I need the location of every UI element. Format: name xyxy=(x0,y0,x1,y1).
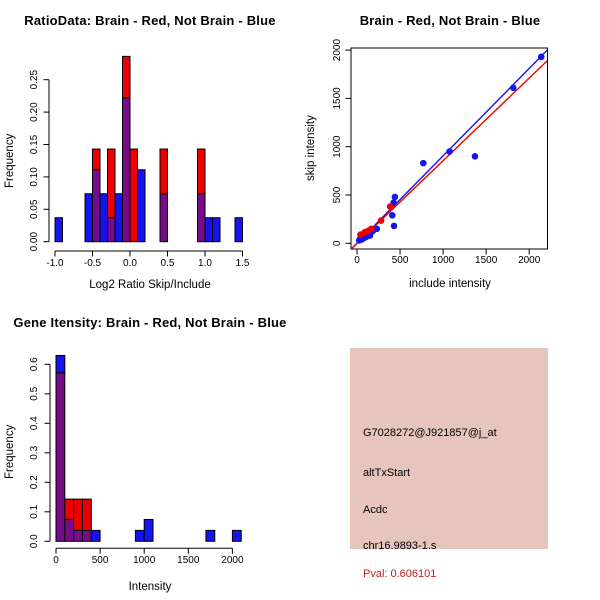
scatter-point-not_brain xyxy=(510,84,517,91)
y-tick-label: 0.0 xyxy=(29,534,40,549)
hist-bar-segment xyxy=(108,218,116,242)
x-tick-label: 0 xyxy=(354,255,360,266)
hist-bar-segment xyxy=(213,218,221,242)
x-tick-label: 2000 xyxy=(518,255,541,266)
x-tick-label: 1500 xyxy=(475,255,498,266)
x-tick-label: 0.0 xyxy=(123,258,137,269)
hist-bar-segment xyxy=(232,530,241,541)
x-tick-label: 2000 xyxy=(221,555,244,566)
pval: Pval: 0.606101 xyxy=(363,568,437,580)
chart-title: Gene Itensity: Brain - Red, Not Brain - Blue xyxy=(13,315,287,330)
x-tick-label: 500 xyxy=(391,255,409,266)
y-tick-label: 1000 xyxy=(332,135,343,158)
scatter-point-brain xyxy=(378,217,385,224)
hist-bar-segment xyxy=(198,194,206,242)
hist-bar-segment xyxy=(93,170,101,242)
x-tick-label: -1.0 xyxy=(46,258,64,269)
hist-bar-segment xyxy=(56,355,65,372)
scatter-point-not_brain xyxy=(446,148,453,155)
scatter-point-brain xyxy=(368,226,375,233)
x-tick-label: -0.5 xyxy=(83,258,102,269)
y-tick-label: 0.00 xyxy=(29,231,40,252)
hist-bar-segment xyxy=(205,218,213,242)
locus-id: chr16.9893-1.s xyxy=(363,540,437,552)
gene-info-box xyxy=(350,348,548,580)
hist-bar-segment xyxy=(55,218,63,242)
hist-bar-segment xyxy=(130,149,138,242)
hist-bar-segment xyxy=(138,170,146,242)
probe-id: G7028272@J921857@j_at xyxy=(363,427,497,439)
hist-bar-segment xyxy=(160,149,168,194)
hist-bar-segment xyxy=(82,499,91,530)
hist-bar-segment xyxy=(160,194,168,242)
event-type: altTxStart xyxy=(363,467,411,479)
y-tick-label: 0.5 xyxy=(29,386,40,401)
x-tick-label: 1.5 xyxy=(235,258,250,269)
hist-bar-segment xyxy=(74,530,83,541)
hist-bar-segment xyxy=(144,519,153,541)
chart-title: Brain - Red, Not Brain - Blue xyxy=(359,13,541,28)
scatter-point-not_brain xyxy=(420,160,427,167)
hist-bar-segment xyxy=(74,499,83,530)
y-tick-label: 0.3 xyxy=(29,445,40,460)
y-tick-label: 2000 xyxy=(332,38,343,62)
scatter-point-not_brain xyxy=(389,212,396,219)
hist-bar-segment xyxy=(100,194,108,242)
y-tick-label: 0.6 xyxy=(29,357,40,372)
y-tick-label: 0 xyxy=(332,240,343,247)
hist-bar-segment xyxy=(135,530,144,541)
hist-bar-segment xyxy=(85,194,93,242)
y-tick-label: 0.1 xyxy=(29,504,40,519)
hist-bar-segment xyxy=(93,149,101,170)
y-tick-label: 0.05 xyxy=(29,199,40,220)
panel-ratio-histogram xyxy=(0,0,300,300)
chart-title: RatioData: Brain - Red, Not Brain - Blue xyxy=(24,13,276,28)
x-axis-label: Intensity xyxy=(128,581,172,593)
y-tick-label: 0.10 xyxy=(29,167,40,187)
scatter-point-not_brain xyxy=(391,223,398,230)
hist-bar-segment xyxy=(235,218,243,242)
scatter-point-not_brain xyxy=(472,153,479,160)
hist-bar-segment xyxy=(65,499,74,519)
hist-bar-segment xyxy=(56,373,65,541)
y-tick-label: 500 xyxy=(332,186,343,204)
hist-bar-segment xyxy=(108,149,116,218)
y-tick-label: 0.4 xyxy=(29,416,40,431)
panel-scatter xyxy=(300,0,600,300)
chart-canvas-scatter xyxy=(300,0,600,300)
x-axis-label: include intensity xyxy=(409,278,491,290)
hist-bar-segment xyxy=(206,530,215,541)
x-tick-label: 500 xyxy=(91,555,109,566)
scatter-point-brain xyxy=(387,203,394,210)
panel-info xyxy=(300,300,600,600)
x-tick-label: 1000 xyxy=(133,555,156,566)
chart-canvas-gene_hist xyxy=(0,300,300,600)
x-tick-label: 1.0 xyxy=(198,258,212,269)
hist-bar-segment xyxy=(82,530,91,541)
y-tick-label: 0.25 xyxy=(29,69,40,90)
y-tick-label: 1500 xyxy=(332,87,343,110)
y-tick-label: 0.2 xyxy=(29,475,40,490)
y-tick-label: 0.15 xyxy=(29,134,40,155)
gene-name: Acdc xyxy=(363,504,388,516)
y-axis-label: Frequency xyxy=(4,424,16,480)
y-axis-label: Frequency xyxy=(4,133,16,189)
hist-bar-segment xyxy=(65,519,74,541)
panel-gene-histogram xyxy=(0,300,300,600)
x-tick-label: 1500 xyxy=(177,555,200,566)
x-tick-label: 1000 xyxy=(431,255,455,266)
chart-canvas-ratio_hist xyxy=(0,0,300,300)
x-axis-label: Log2 Ratio Skip/Include xyxy=(89,279,211,291)
hist-bar-segment xyxy=(123,98,131,242)
hist-bar-segment xyxy=(91,530,100,541)
y-axis-label: skip intensity xyxy=(305,115,317,181)
x-tick-label: 0 xyxy=(53,555,59,566)
scatter-point-not_brain xyxy=(538,54,545,61)
scatter-point-not_brain xyxy=(392,194,399,201)
y-tick-label: 0.20 xyxy=(29,102,40,122)
hist-bar-segment xyxy=(198,149,206,194)
hist-bar-segment xyxy=(115,194,123,242)
x-tick-label: 0.5 xyxy=(160,258,175,269)
hist-bar-segment xyxy=(123,56,131,97)
